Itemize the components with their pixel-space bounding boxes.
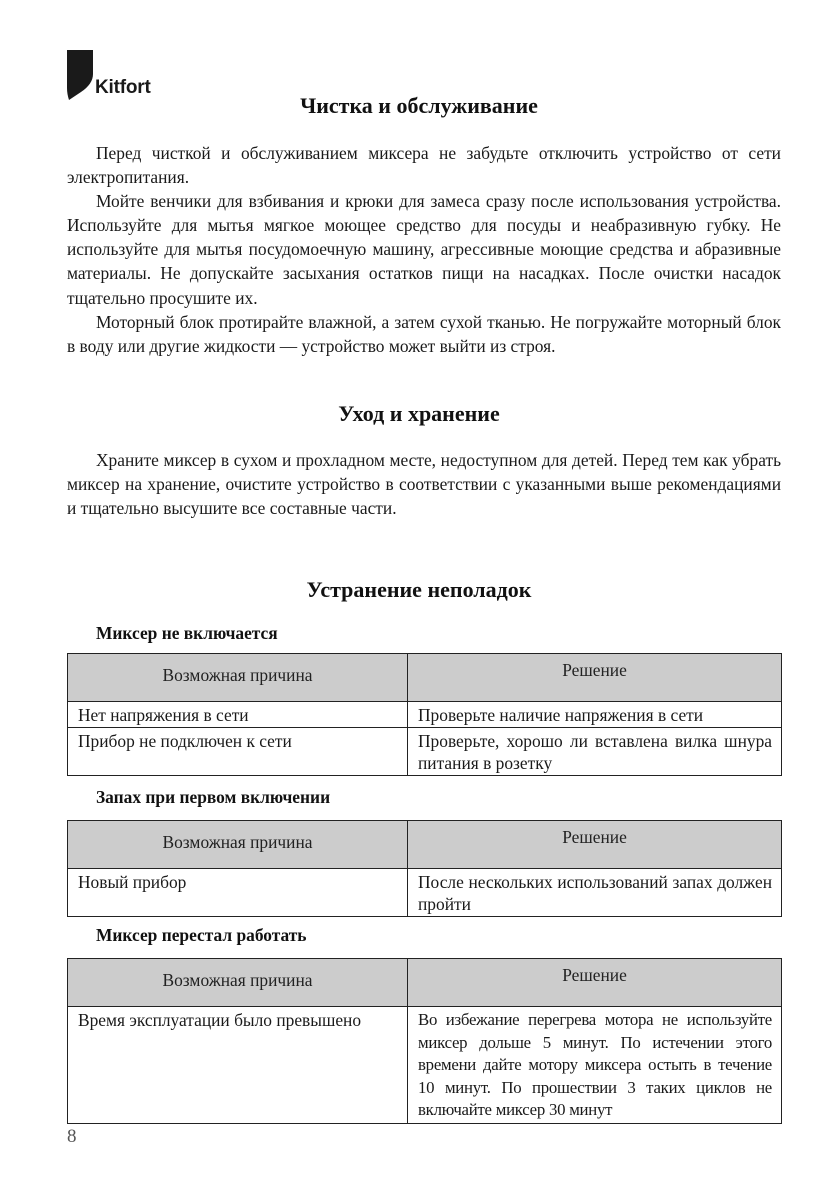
section-title-storage: Уход и хранение [338,401,500,426]
paragraph: Перед чисткой и обслуживанием миксера не забудьте отключить устройство от сети электропитания. [67,143,781,188]
solution-cell: После нескольких использований запах должен пройти [408,869,782,917]
troubleshooting-table [67,653,782,776]
cause-cell: Прибор не подключен к сети [68,728,408,776]
section-title-cleaning: Чистка и обслуживание [300,93,538,118]
cause-cell: Нет напряжения в сети [68,702,408,728]
storage-text [67,448,781,520]
table-row [68,702,782,728]
solution-cell: Во избежание перегрева мотора не используйте миксер дольше 5 минут. По истечении этого времени дайте мотору миксера остыть в течение 10 минут. По прошествии 3 таких циклов не включайте миксер 30 минут [408,1007,782,1124]
table-heading: Миксер не включается [96,623,278,643]
section-title-troubleshooting: Устранение неполадок [306,577,532,602]
cause-cell: Время эксплуатации было превышено [68,1007,408,1124]
brand-name: Kitfort [95,77,151,98]
column-header-cause: Возможная причина [68,959,408,1007]
paragraph: Храните миксер в сухом и прохладном месте, недоступном для детей. Перед тем как убрать миксер на хранение, очистите устройство в соответствии с указанными выше рекомендациями и тщательно высушите все составные части. [67,450,781,519]
column-header-cause: Возможная причина [68,821,408,869]
column-header-cause: Возможная причина [68,654,408,702]
table-heading: Миксер перестал работать [96,925,307,945]
column-header-solution: Решение [408,654,782,702]
cleaning-text [67,141,781,358]
cause-cell: Новый прибор [68,869,408,917]
solution-cell: Проверьте наличие напряжения в сети [408,702,782,728]
troubleshooting-table [67,820,782,917]
paragraph: Моторный блок протирайте влажной, а затем сухой тканью. Не погружайте моторный блок в воду или другие жидкости — устройство может выйти из строя. [67,311,781,356]
paragraph: Мойте венчики для взбивания и крюки для замеса сразу после использования устройства. Используйте для мытья мягкое моющее средство для посуды и неабразивную губку. Не используйте для мытья посудомоечную машину, агрессивные моющие средства и абразивные материалы. Не допускайте засыхания остатков пищи на насадках. После очистки насадок тщательно просушите их. [67,191,781,308]
troubleshooting-table [67,958,782,1124]
page-number: 8 [67,1126,77,1147]
table-heading: Запах при первом включении [96,787,331,807]
column-header-solution: Решение [408,821,782,869]
table-header-row [68,821,782,869]
table-row [68,869,782,917]
column-header-solution: Решение [408,959,782,1007]
table-row [68,1007,782,1124]
table-header-row [68,654,782,702]
solution-cell: Проверьте, хорошо ли вставлена вилка шнура питания в розетку [408,728,782,776]
table-header-row [68,959,782,1007]
table-row [68,728,782,776]
